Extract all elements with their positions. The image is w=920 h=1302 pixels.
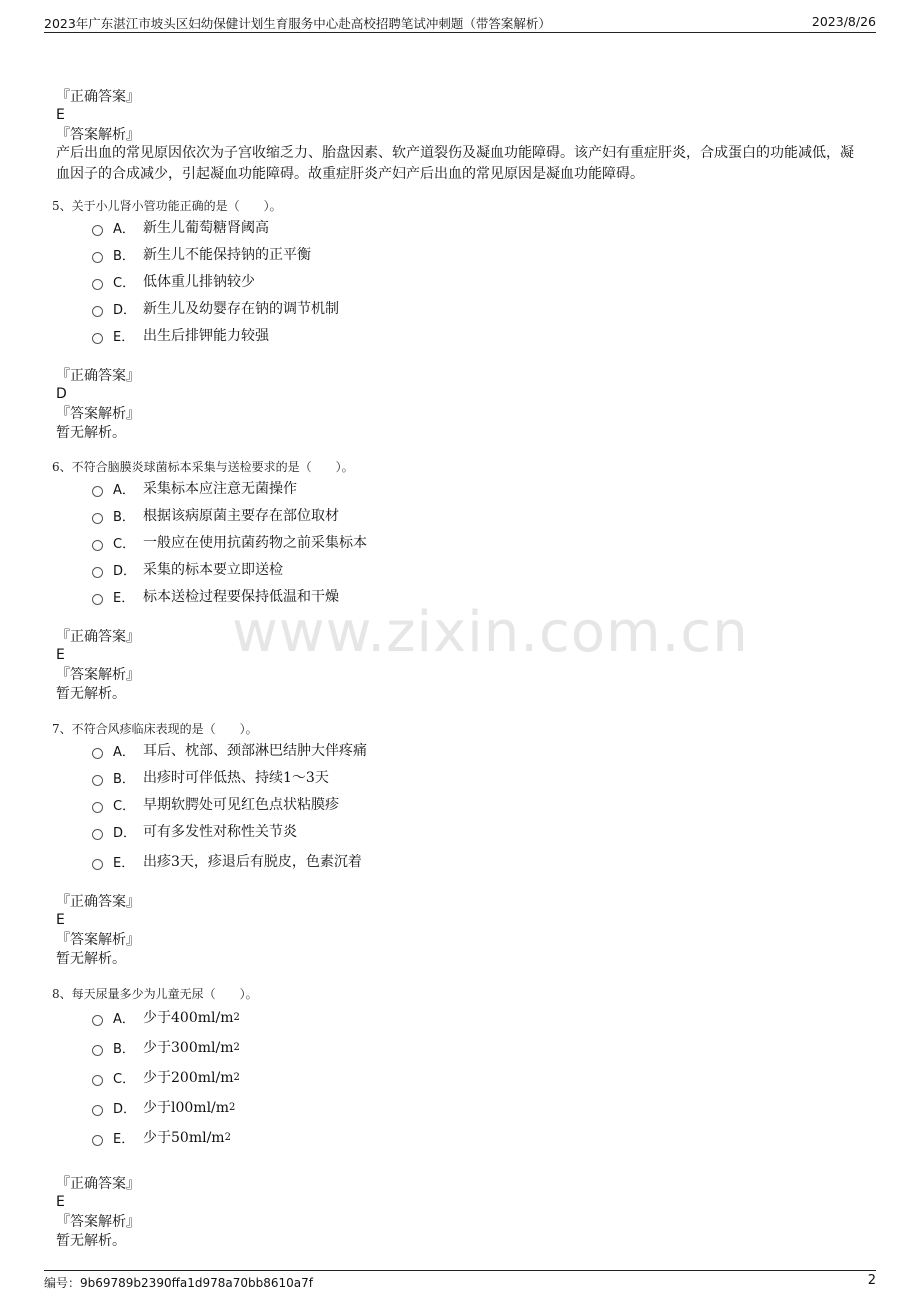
question-stem: 6、不符合脑膜炎球菌标本采集与送检要求的是（ ）。 [52,460,354,474]
radio-icon[interactable] [92,486,103,497]
document-title: 2023年广东湛江市坡头区妇幼保健计划生育服务中心赴高校招聘笔试冲刺题（带答案解析） [44,16,551,31]
option-letter: C． [113,1071,136,1087]
radio-icon[interactable] [92,279,103,290]
analysis-heading: 『答案解析』 [56,932,140,948]
document-code: 编号：9b69789b2390ffa1d978a70bb8610a7f [44,1276,313,1290]
answer-value: E [56,647,65,663]
option-letter: E． [113,1131,135,1147]
radio-icon[interactable] [92,829,103,840]
option-letter: A． [113,221,135,237]
question-stem: 5、关于小儿肾小管功能正确的是（ ）。 [52,199,282,213]
option-letter: D． [113,302,137,318]
radio-icon[interactable] [92,225,103,236]
option-text: 耳后、枕部、颈部淋巴结肿大伴疼痛 [143,743,367,759]
option-letter: B． [113,771,135,787]
option-d[interactable] [92,1097,235,1117]
analysis-text: 暂无解析。 [56,686,126,702]
analysis-text: 产后出血的常见原因依次为子宫收缩乏力、胎盘因素、软产道裂伤及凝血功能障碍。该产妇有重症肝炎，合成蛋白的功能减低，凝血因子的合成减少，引起凝血功能障碍。故重症肝炎产妇产后出血的常见原因是凝血功能障碍。 [56,145,854,182]
option-text: 新生儿及幼婴存在钠的调节机制 [143,301,339,317]
answer-heading: 『正确答案』 [56,89,140,105]
superscript: 2 [233,1071,240,1083]
answer-value: D [56,386,67,402]
option-letter: A． [113,482,135,498]
option-text: 少于l00ml/m [143,1100,230,1116]
option-letter: D． [113,825,137,841]
radio-icon[interactable] [92,748,103,759]
option-letter: C． [113,275,136,291]
option-text: 低体重儿排钠较少 [143,274,255,290]
option-text: 标本送检过程要保持低温和干燥 [143,589,339,605]
option-text: 根据该病原菌主要存在部位取材 [143,508,339,524]
analysis-heading: 『答案解析』 [56,667,140,683]
option-e[interactable] [92,851,362,871]
option-a[interactable] [92,1007,240,1027]
radio-icon[interactable] [92,333,103,344]
option-text: 出生后排钾能力较强 [143,328,269,344]
analysis-text: 暂无解析。 [56,951,126,967]
radio-icon[interactable] [92,567,103,578]
option-letter: E． [113,855,135,871]
radio-icon[interactable] [92,1015,103,1026]
watermark: www.zixin.com.cn [232,600,749,665]
option-a[interactable] [92,217,269,237]
radio-icon[interactable] [92,1105,103,1116]
analysis-heading: 『答案解析』 [56,127,140,143]
question-stem: 7、不符合风疹临床表现的是（ ）。 [52,722,258,736]
analysis-text: 暂无解析。 [56,1233,126,1249]
radio-icon[interactable] [92,1075,103,1086]
option-letter: C． [113,536,136,552]
analysis-heading: 『答案解析』 [56,406,140,422]
superscript: 2 [233,1041,240,1053]
option-text: 一般应在使用抗菌药物之前采集标本 [143,535,367,551]
answer-heading: 『正确答案』 [56,894,140,910]
page-footer [44,1270,876,1291]
page-header [44,12,876,33]
answer-heading: 『正确答案』 [56,368,140,384]
option-letter: B． [113,509,135,525]
radio-icon[interactable] [92,1045,103,1056]
option-letter: E． [113,590,135,606]
option-text: 少于400ml/m [143,1010,234,1026]
radio-icon[interactable] [92,859,103,870]
option-c[interactable] [92,794,339,814]
option-c[interactable] [92,532,367,552]
option-letter: D． [113,1101,137,1117]
option-d[interactable] [92,298,339,318]
option-text: 新生儿葡萄糖肾阈高 [143,220,269,236]
superscript: 2 [229,1101,236,1113]
option-text: 出疹3天，疹退后有脱皮，色素沉着 [143,854,362,870]
option-letter: A． [113,1011,135,1027]
option-c[interactable] [92,271,255,291]
option-b[interactable] [92,244,311,264]
option-text: 可有多发性对称性关节炎 [143,824,297,840]
option-text: 少于200ml/m [143,1070,234,1086]
option-a[interactable] [92,740,367,760]
answer-value: E [56,912,65,928]
option-a[interactable] [92,478,297,498]
option-text: 少于50ml/m [143,1130,225,1146]
radio-icon[interactable] [92,594,103,605]
answer-value: E [56,1194,65,1210]
option-text: 少于300ml/m [143,1040,234,1056]
answer-heading: 『正确答案』 [56,629,140,645]
option-b[interactable] [92,1037,240,1057]
option-text: 出疹时可伴低热、持续1～3天 [143,770,329,786]
option-letter: C． [113,798,136,814]
header-date: 2023/8/26 [811,14,876,29]
option-letter: A． [113,744,135,760]
radio-icon[interactable] [92,775,103,786]
answer-heading: 『正确答案』 [56,1176,140,1192]
option-letter: E． [113,329,135,345]
option-text: 采集标本应注意无菌操作 [143,481,297,497]
analysis-heading: 『答案解析』 [56,1214,140,1230]
radio-icon[interactable] [92,1135,103,1146]
question-stem: 8、每天尿量多少为儿童无尿（ ）。 [52,987,258,1001]
option-text: 新生儿不能保持钠的正平衡 [143,247,311,263]
option-d[interactable] [92,821,297,841]
radio-icon[interactable] [92,513,103,524]
option-e[interactable] [92,325,269,345]
option-letter: B． [113,1041,135,1057]
page-number: 2 [867,1273,876,1288]
radio-icon[interactable] [92,306,103,317]
radio-icon[interactable] [92,540,103,551]
option-text: 采集的标本要立即送检 [143,562,283,578]
option-b[interactable] [92,767,329,787]
option-text: 早期软腭处可见红色点状粘膜疹 [143,797,339,813]
radio-icon[interactable] [92,802,103,813]
option-e[interactable] [92,1127,231,1147]
option-letter: D． [113,563,137,579]
superscript: 2 [233,1011,240,1023]
option-d[interactable] [92,559,283,579]
option-c[interactable] [92,1067,240,1087]
option-e[interactable] [92,586,339,606]
analysis-text: 暂无解析。 [56,425,126,441]
radio-icon[interactable] [92,252,103,263]
answer-value: E [56,107,65,123]
superscript: 2 [224,1131,231,1143]
option-letter: B． [113,248,135,264]
option-b[interactable] [92,505,339,525]
